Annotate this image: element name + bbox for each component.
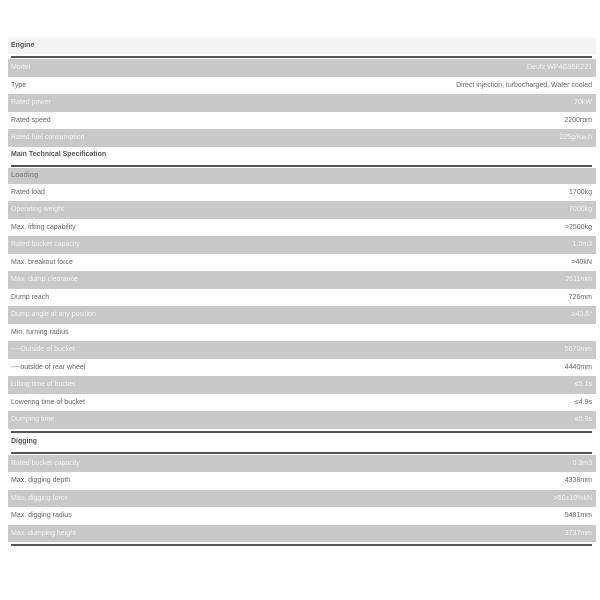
table-row — [8, 254, 596, 272]
table-row — [8, 129, 596, 147]
spec-sheet — [8, 38, 596, 547]
row-value: 726mm — [568, 293, 592, 301]
row-value: 225g/Kw.h — [559, 134, 592, 141]
table-row — [8, 236, 596, 254]
table-row — [8, 472, 596, 490]
row-value: 5670mm — [564, 346, 592, 353]
loading-title: Loading — [8, 168, 596, 184]
row-value: 7000kg — [569, 206, 592, 213]
row-label: Rated bucket capacity — [11, 459, 80, 467]
engine-rule — [11, 56, 592, 58]
table-row — [8, 525, 596, 543]
digging-title: Digging — [8, 434, 596, 450]
row-value: 1.0m3 — [572, 241, 592, 248]
table-row — [8, 411, 596, 429]
row-label: Max. digging radius — [11, 512, 72, 519]
table-row — [8, 184, 596, 202]
table-row — [8, 112, 596, 130]
row-value: 4440mm — [564, 363, 592, 371]
row-label: Lifting time of bucket — [11, 381, 76, 388]
row-value: 0.3m3 — [572, 459, 592, 467]
table-row — [8, 394, 596, 412]
row-label: Rated speed — [11, 116, 51, 124]
row-label: Max. breakout force — [11, 258, 73, 266]
row-label: Rated power — [11, 99, 51, 106]
table-row — [8, 455, 596, 473]
digging-rule — [11, 452, 592, 454]
row-value: 4338mm — [564, 477, 592, 484]
table-row — [8, 324, 596, 342]
row-label: Type — [11, 81, 27, 89]
row-label: Operating weight — [11, 206, 64, 213]
row-value: 3737mm — [564, 529, 592, 537]
row-value: ≤5.1s — [574, 381, 592, 388]
row-label: Rated load — [11, 188, 45, 196]
main-spec-rule — [11, 165, 592, 167]
row-value: Deutz WP4G95E221 — [527, 64, 592, 71]
row-value: ≥43.5° — [571, 311, 592, 318]
row-label: Max. lifting capability — [11, 223, 76, 231]
row-label: Min. turning radius — [11, 328, 69, 336]
table-row — [8, 341, 596, 359]
row-label: Dump angle at any position — [11, 311, 96, 318]
row-label: Model — [11, 64, 31, 71]
row-value: 5481mm — [564, 512, 592, 519]
table-row — [8, 59, 596, 77]
table-row — [8, 201, 596, 219]
table-row — [8, 271, 596, 289]
row-value: ≤0.9s — [574, 416, 592, 423]
row-label: Dumping time — [11, 416, 55, 423]
row-label: Max. dump clearance — [11, 276, 78, 283]
table-row — [8, 359, 596, 377]
row-value: 2200rpm — [564, 116, 592, 124]
digging-bottom-rule — [11, 544, 592, 546]
row-label: ----outside of rear wheel — [11, 363, 86, 371]
table-row — [8, 490, 596, 508]
loading-rule — [11, 431, 592, 433]
row-value: 70kW — [574, 99, 592, 106]
table-row — [8, 507, 596, 525]
row-value: >2500kg — [564, 223, 592, 231]
table-row — [8, 306, 596, 324]
table-row — [8, 219, 596, 237]
row-label: Max. digging force — [11, 494, 69, 502]
row-label: Max. digging depth — [11, 477, 71, 484]
row-label: Rated fuel consumption — [11, 134, 85, 141]
row-value: 2611mm — [565, 276, 592, 283]
row-label: Lowering time of bucket — [11, 398, 85, 406]
table-row — [8, 376, 596, 394]
main-spec-title: Main Technical Specification — [8, 147, 596, 163]
row-value: >50±10%kN — [553, 494, 592, 502]
row-value: >40kN — [571, 258, 592, 266]
table-row — [8, 77, 596, 95]
engine-title: Engine — [8, 38, 596, 54]
row-label: Rated bucket capacity — [11, 241, 80, 248]
table-row — [8, 94, 596, 112]
row-value: 1700kg — [569, 188, 592, 196]
row-label: Max. dumping height — [11, 529, 76, 537]
row-label: Dump reach — [11, 293, 50, 301]
row-label: ----Outside of bucket — [11, 346, 75, 353]
table-row — [8, 289, 596, 307]
row-value: ≤4.9s — [574, 398, 592, 406]
row-value: Direct injection, turbocharged, Water cooled — [456, 81, 592, 89]
